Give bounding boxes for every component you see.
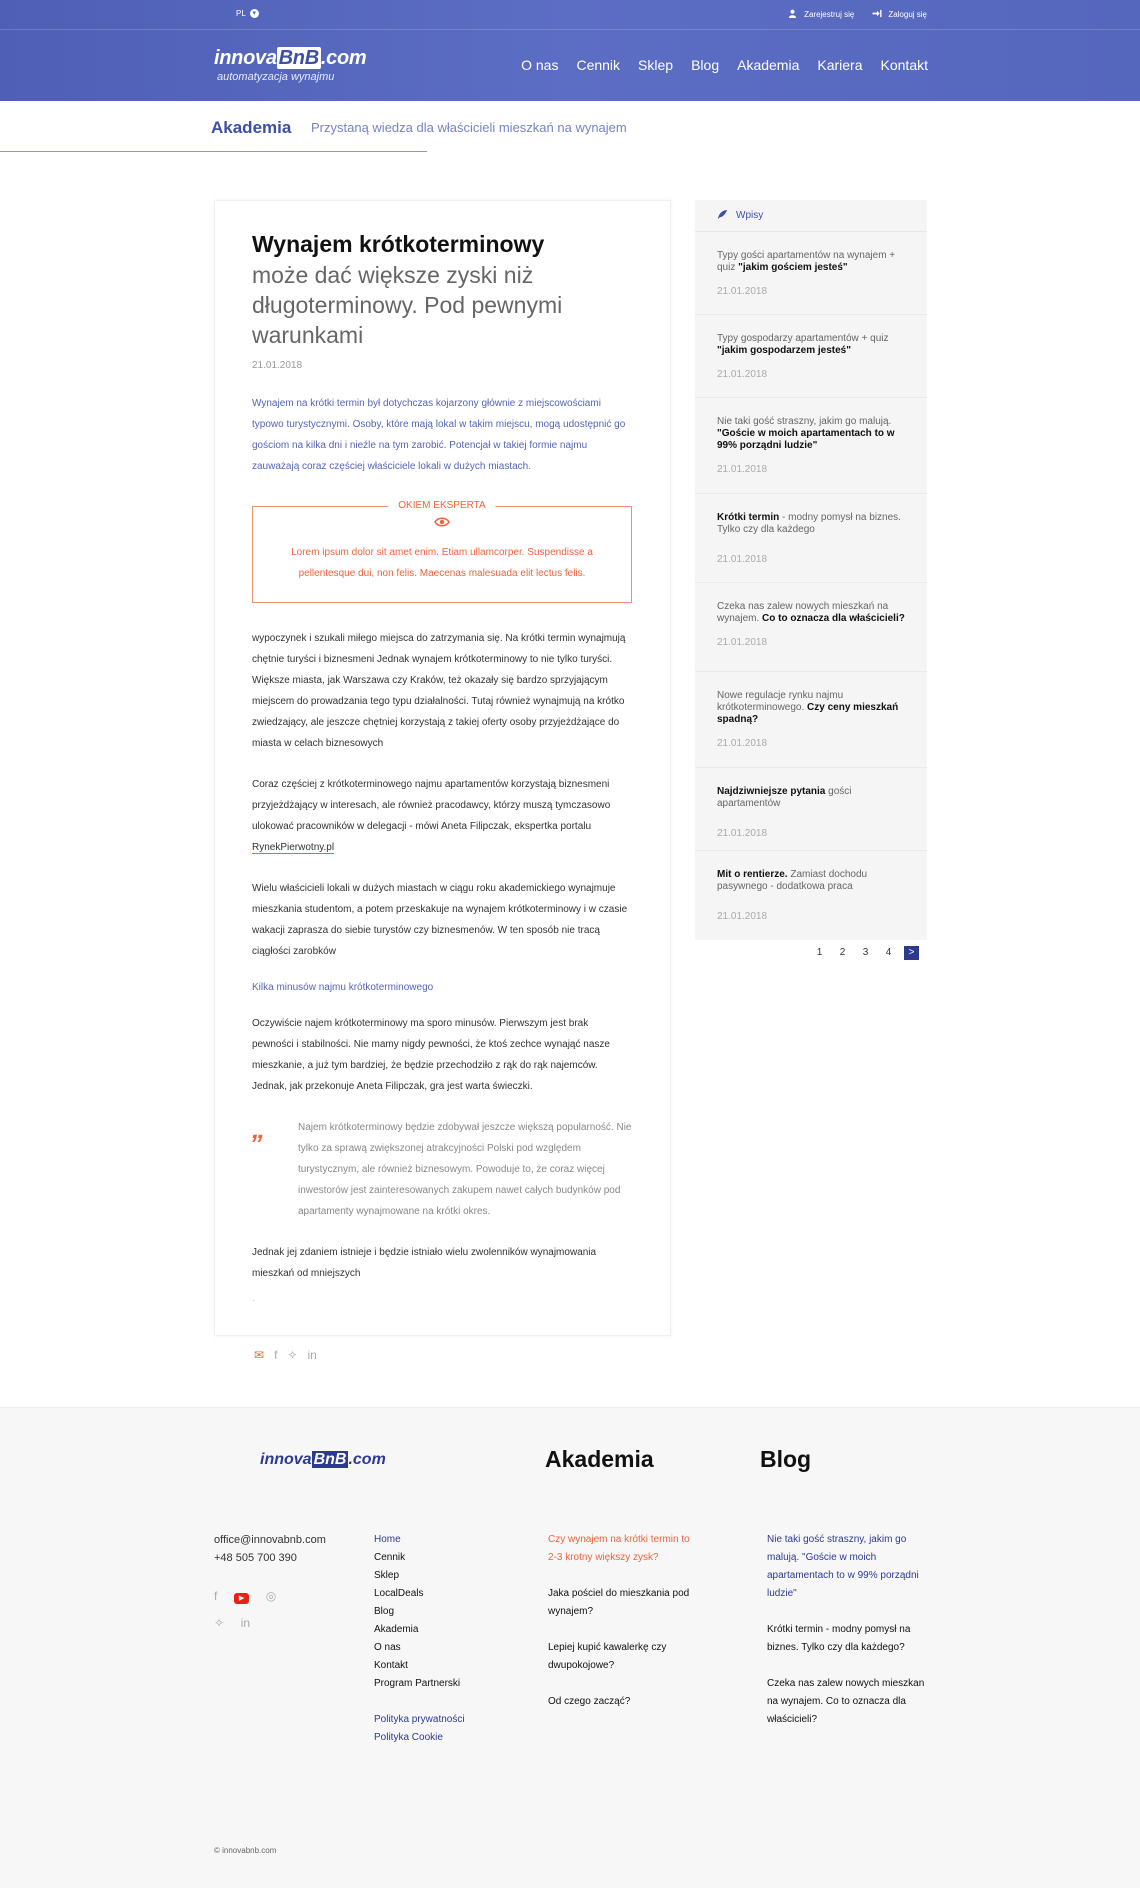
instagram-icon[interactable]: ◎	[265, 1589, 277, 1603]
pagination	[812, 946, 919, 960]
article-subheading: Kilka minusów najmu krótkoterminowego	[252, 982, 434, 993]
account-links	[788, 9, 927, 19]
top-bar	[0, 0, 1140, 30]
login-icon	[872, 9, 881, 18]
expert-box	[252, 500, 632, 603]
footer-phone[interactable]: +48 505 700 390	[214, 1552, 297, 1564]
article-paragraph: Jednak jej zdaniem istnieje i będzie istniało wielu zwolenników wynajmowania mieszkań od mniejszych	[252, 1247, 597, 1279]
footer-blog-item[interactable]: Nie taki gość straszny, jakim go malują. "Goście w moich apartamentach to w 99% porządni ludzie"	[767, 1534, 919, 1599]
linkedin-icon[interactable]: in	[307, 1348, 317, 1362]
nav-cennik[interactable]: Cennik	[576, 57, 621, 73]
footer-link-localdeals[interactable]: LocalDeals	[374, 1588, 424, 1599]
twitter-icon[interactable]: ✧	[214, 1616, 225, 1630]
next-page-button[interactable]: >	[904, 946, 919, 960]
article-paragraph: Oczywiście najem krótkoterminowy ma sporo minusów. Pierwszym jest brak pewności i stabilności. Nie mamy nigdy pewności, że ktoś zechce wynająć nasze mieszkanie, a już tym bardziej, że będzie przechodziło z rąk do rąk najemców. Jednak, jak przekonuje Aneta Filipczak, gra jest warta świeczki.	[252, 1018, 610, 1092]
post-date: 21.01.2018	[717, 464, 768, 475]
footer-link-kontakt[interactable]: Kontakt	[374, 1660, 408, 1671]
article-quote	[252, 1114, 632, 1222]
sidebar-post[interactable]: Mit o rentierze. Zamiast dochodu pasywnego - dodatkowa praca 21.01.2018	[695, 851, 927, 939]
sidebar-post[interactable]: Krótki termin - modny pomysł na biznes. Tylko czy dla każdego 21.01.2018	[695, 494, 927, 583]
article-paragraph: wypoczynek i szukali miłego miejsca do zatrzymania się. Na krótki termin wynajmują chętnie turyści i biznesmeni Jednak wynajem krótkoterminowy to nie tylko turyści. Większe miasta, jak Warszawa czy Kraków, też okazały się bardzo sprzyjającym miejscem do prowadzania tego typu działalności. Tutaj również wynajmują na krótko zwiedzający, ale jeszcze chętniej korzystają z takiej oferty osoby przyjeżdżające do miasta w celach biznesowych	[252, 633, 626, 749]
footer-akademia-heading: Akademia	[545, 1446, 654, 1472]
logo-tagline: automatyzacja wynajmu	[217, 71, 335, 83]
share-bar	[254, 1348, 317, 1362]
mail-icon[interactable]: ✉	[254, 1348, 265, 1362]
footer-link-blog[interactable]: Blog	[374, 1606, 395, 1617]
footer-blog-item[interactable]: Krótki termin - modny pomysł na biznes. Tylko czy dla każdego?	[767, 1624, 911, 1653]
article-title: Wynajem krótkoterminowy	[252, 231, 545, 257]
footer-blog-heading: Blog	[760, 1446, 812, 1472]
post-date: 21.01.2018	[717, 637, 768, 648]
post-date: 21.01.2018	[717, 369, 768, 380]
footer-contact	[214, 1531, 326, 1567]
post-date: 21.01.2018	[717, 911, 768, 922]
facebook-icon[interactable]: f	[274, 1348, 278, 1362]
footer-link-o-nas[interactable]: O nas	[374, 1642, 401, 1653]
section-header	[0, 101, 1140, 153]
article-date: 21.01.2018	[252, 360, 303, 371]
chevron-down-icon: ▾	[250, 9, 259, 18]
sidebar-header	[695, 200, 927, 232]
post-date: 21.01.2018	[717, 286, 768, 297]
footer-link-program-partnerski[interactable]: Program Partnerski	[374, 1678, 461, 1689]
post-date: 21.01.2018	[717, 554, 768, 565]
section-description: Przystaną wiedza dla właścicieli mieszkań na wynajem	[311, 120, 627, 135]
sidebar-title: Wpisy	[736, 210, 764, 221]
article-trail: .	[252, 1293, 255, 1304]
language-selector[interactable]	[236, 9, 259, 18]
nav-akademia[interactable]: Akademia	[737, 57, 800, 73]
sidebar-post[interactable]: Typy gości apartamentów na wynajem + quiz "jakim gościem jesteś" 21.01.2018	[695, 232, 927, 315]
nav-o-nas[interactable]: O nas	[521, 57, 559, 73]
user-icon	[788, 9, 797, 18]
sidebar-post[interactable]: Typy gospodarzy apartamentów + quiz "jakim gospodarzem jesteś" 21.01.2018	[695, 315, 927, 398]
footer-akademia-item[interactable]: Od czego zacząć?	[548, 1696, 631, 1707]
posts-sidebar	[695, 200, 927, 940]
post-date: 21.01.2018	[717, 738, 768, 749]
sidebar-post[interactable]: Najdziwniejsze pytania gości apartamentów 21.01.2018	[695, 768, 927, 851]
footer-link-sklep[interactable]: Sklep	[374, 1570, 400, 1581]
rynekpierwotny-link[interactable]: RynekPierwotny.pl	[252, 842, 335, 853]
language-label: PL	[236, 9, 246, 18]
footer-link-akademia[interactable]: Akademia	[374, 1624, 419, 1635]
eye-icon	[434, 514, 450, 532]
expert-text: Lorem ipsum dolor sit amet enim. Etiam ullamcorper. Suspendisse a pellentesque dui, non felis. Maecenas malesuada elit lectus felis.	[291, 547, 593, 579]
footer-akademia-item[interactable]: Jaka pościel do mieszkania pod wynajem?	[548, 1588, 690, 1617]
feather-icon	[717, 209, 728, 223]
footer-logo[interactable]: innova BnB .com	[260, 1451, 386, 1468]
login-link[interactable]: Zaloguj się	[872, 9, 927, 19]
nav-kariera[interactable]: Kariera	[817, 57, 863, 73]
page-4-button[interactable]: 4	[885, 947, 892, 958]
footer-link-home[interactable]: Home	[374, 1534, 401, 1545]
site-footer	[0, 1407, 1140, 1888]
facebook-icon[interactable]: f	[214, 1589, 218, 1603]
sidebar-post[interactable]: Czeka nas zalew nowych mieszkań na wynajem. Co to oznacza dla właścicieli? 21.01.2018	[695, 583, 927, 672]
cookie-policy-link[interactable]: Polityka Cookie	[374, 1732, 443, 1743]
page-1-button[interactable]: 1	[816, 947, 823, 958]
footer-akademia-item[interactable]: Lepiej kupić kawalerkę czy dwupokojowe?	[548, 1642, 667, 1671]
twitter-icon[interactable]: ✧	[287, 1348, 298, 1362]
section-divider	[0, 151, 427, 152]
privacy-policy-link[interactable]: Polityka prywatności	[374, 1714, 465, 1725]
article-paragraph: Coraz częściej z krótkoterminowego najmu apartamentów korzystają biznesmeni przyjeżdżający w interesach, ale również pracodawcy, którzy muszą tymczasowo ulokować pracowników w delegacji - mówi Aneta Filipczak, ekspertka portalu RynekPierwotny.pl	[252, 779, 611, 853]
article-card	[214, 200, 671, 1336]
article-paragraph: Wielu właścicieli lokali w dużych miastach w ciągu roku akademickiego wynajmuje mieszkania studentom, a potem przeskakuje na wynajem krótkoterminowy i w czasie wakacji zaprasza do siebie turystów czy biznesmenów. W ten sposób nie tracą ciągłości zarobków	[252, 883, 628, 957]
expert-label: OKIEM EKSPERTA	[388, 500, 495, 511]
quote-mark-icon: „	[252, 1114, 265, 1144]
footer-social	[214, 1583, 294, 1637]
page-3-button[interactable]: 3	[862, 947, 869, 958]
youtube-icon[interactable]: ▶	[234, 1593, 249, 1604]
main-nav	[521, 57, 928, 73]
page-2-button[interactable]: 2	[839, 947, 846, 958]
footer-akademia-list	[548, 1531, 696, 1729]
linkedin-icon[interactable]: in	[240, 1616, 251, 1630]
nav-sklep[interactable]: Sklep	[638, 57, 674, 73]
section-title: Akademia	[211, 118, 292, 137]
footer-blog-item[interactable]: Czeka nas zalew nowych mieszkan na wynajem. Co to oznacza dla właścicieli?	[767, 1678, 925, 1725]
register-link[interactable]: Zarejestruj się	[788, 9, 854, 19]
nav-kontakt[interactable]: Kontakt	[880, 57, 928, 73]
post-date: 21.01.2018	[717, 828, 768, 839]
sidebar-post[interactable]: Nie taki gość straszny, jakim go malują. "Goście w moich apartamentach to w 99% porządni ludzie" 21.01.2018	[695, 398, 927, 494]
footer-akademia-item[interactable]: Czy wynajem na krótki termin to 2-3 krotny większy zysk?	[548, 1534, 690, 1563]
sidebar-post[interactable]: Nowe regulacje rynku najmu krótkoterminowego. Czy ceny mieszkań spadną? 21.01.2018	[695, 672, 927, 768]
quote-text: Najem krótkoterminowy będzie zdobywał jeszcze większą popularność. Nie tylko za sprawą zwiększonej atrakcyjności Polski pod względem turystycznym, ale również biznesowym. Powoduje to, że coraz więcej inwestorów jest zainteresowanych zakupem nawet całych budynków pod apartamenty wynajmowane na krótki okres.	[298, 1122, 632, 1217]
footer-email[interactable]: office@innovabnb.com	[214, 1534, 326, 1546]
copyright: © innovabnb.com	[214, 1846, 277, 1855]
article-subtitle: może dać większe zyski niż długoterminowy. Pod pewnymi warunkami	[252, 262, 563, 348]
footer-links	[374, 1531, 465, 1747]
site-header	[0, 0, 1140, 101]
site-logo[interactable]: innova BnB .com automatyzacja wynajmu	[214, 47, 367, 83]
footer-blog-list	[767, 1531, 927, 1747]
nav-blog[interactable]: Blog	[691, 57, 720, 73]
footer-link-cennik[interactable]: Cennik	[374, 1552, 406, 1563]
article-lead: Wynajem na krótki termin był dotychczas kojarzony głównie z miejscowościami typowo turystycznymi. Osoby, które mają lokal w takim miejscu, mogą udostępnić go gościom na kilka dni i nieźle na tym zarobić. Potencjał w takiej formie najmu zauważają coraz częściej właściciele lokali w dużych miastach.	[252, 398, 626, 472]
